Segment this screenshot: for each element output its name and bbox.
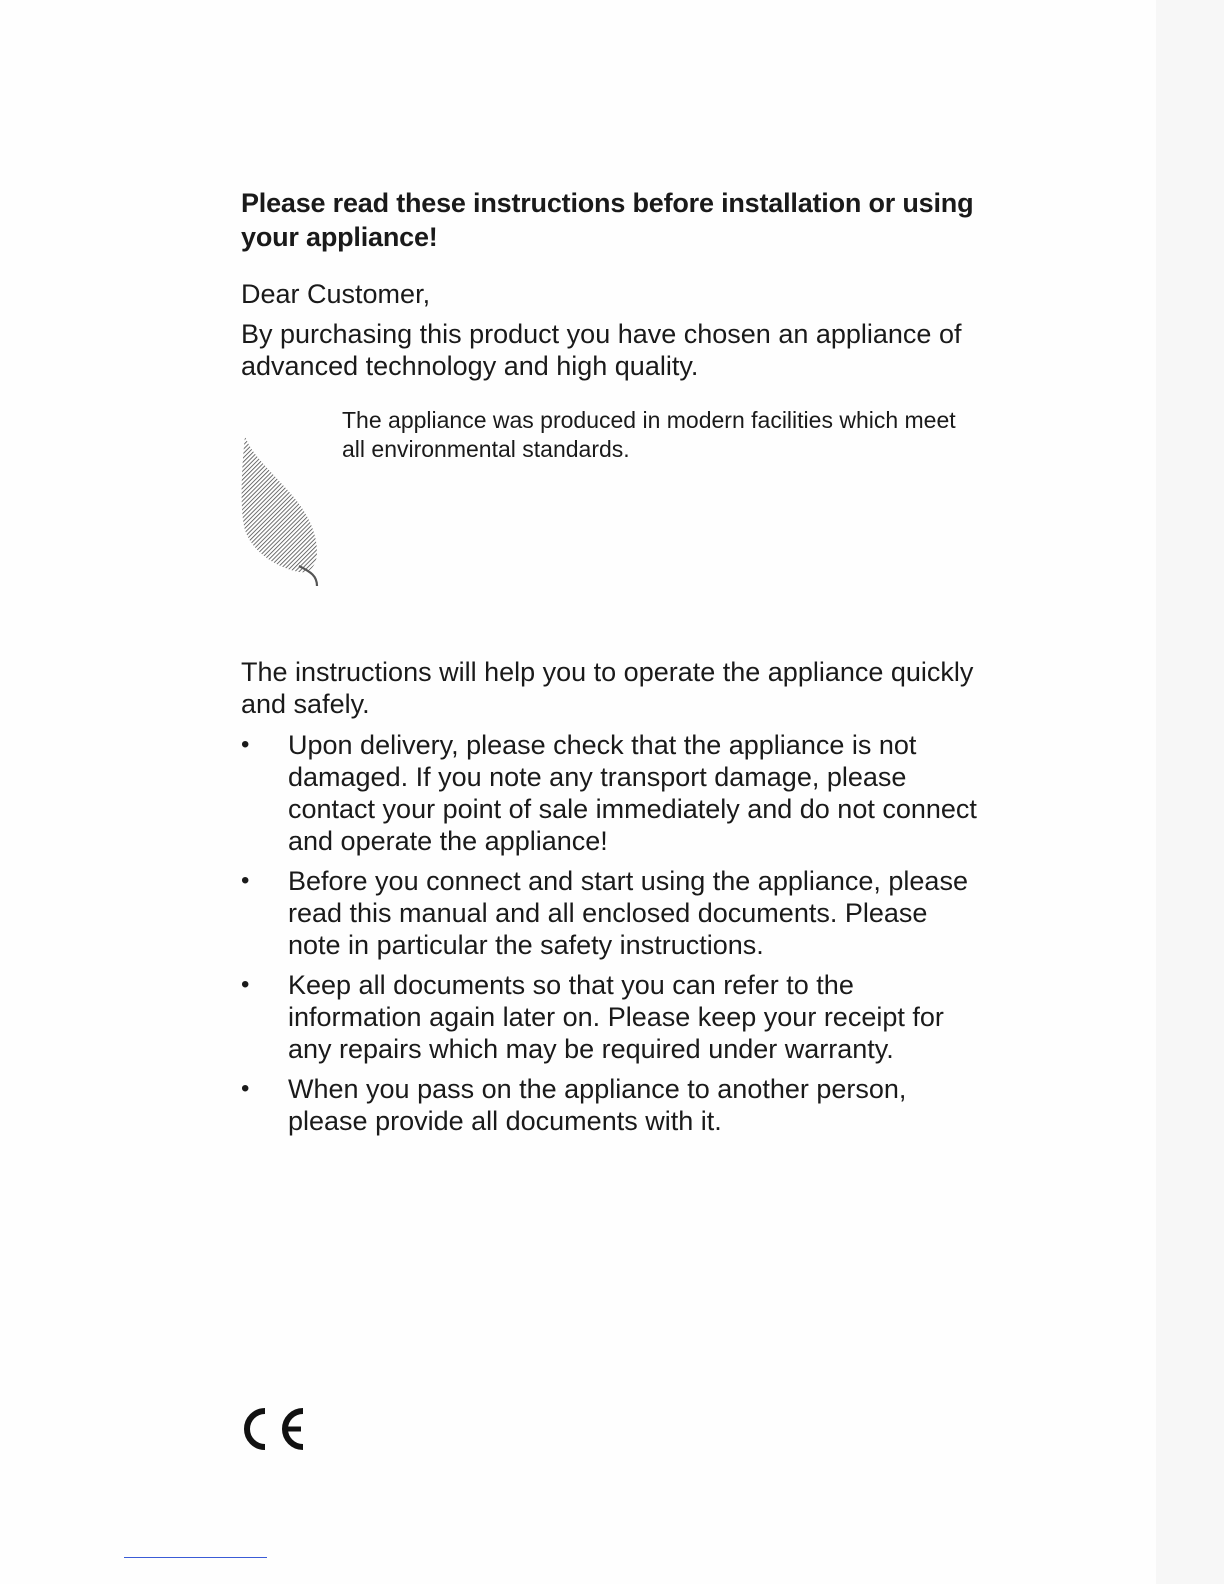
help-paragraph: The instructions will help you to operate the appliance quickly and safely. [241, 657, 974, 719]
intro-paragraph: By purchasing this product you have chosen an appliance of advanced technology and high quality. [241, 319, 962, 381]
bullet-icon: • [241, 971, 250, 998]
bullet-icon: • [241, 731, 250, 758]
document-body [241, 186, 981, 1136]
list-item [241, 729, 981, 857]
bullet-icon: • [241, 867, 250, 894]
list-item [241, 865, 981, 961]
bullet-icon: • [241, 1075, 250, 1102]
ce-mark-icon [241, 1405, 307, 1453]
list-item [241, 1073, 981, 1137]
environment-note [241, 406, 981, 596]
list-item-text: Keep all documents so that you can refer to the information again later on. Please keep your receipt for any repairs which may be required under warranty. [288, 970, 944, 1064]
leaf-icon [241, 434, 325, 589]
list-item-text: Upon delivery, please check that the appliance is not damaged. If you note any transport damage, please contact your point of sale immediately and do not connect and operate the appliance! [288, 730, 977, 856]
list-item-text: When you pass on the appliance to another person, please provide all documents with it. [288, 1074, 907, 1136]
page-edge [1156, 0, 1224, 1584]
instruction-list [241, 729, 981, 1145]
list-item-text: Before you connect and start using the appliance, please read this manual and all enclosed documents. Please note in particular the safety instructions. [288, 866, 968, 960]
greeting: Dear Customer, [241, 279, 431, 309]
page-title: Please read these instructions before installation or using your appliance! [241, 188, 974, 252]
environment-text: The appliance was produced in modern facilities which meet all environmental standards. [342, 407, 956, 462]
list-item [241, 969, 981, 1065]
footer-rule [124, 1557, 267, 1558]
